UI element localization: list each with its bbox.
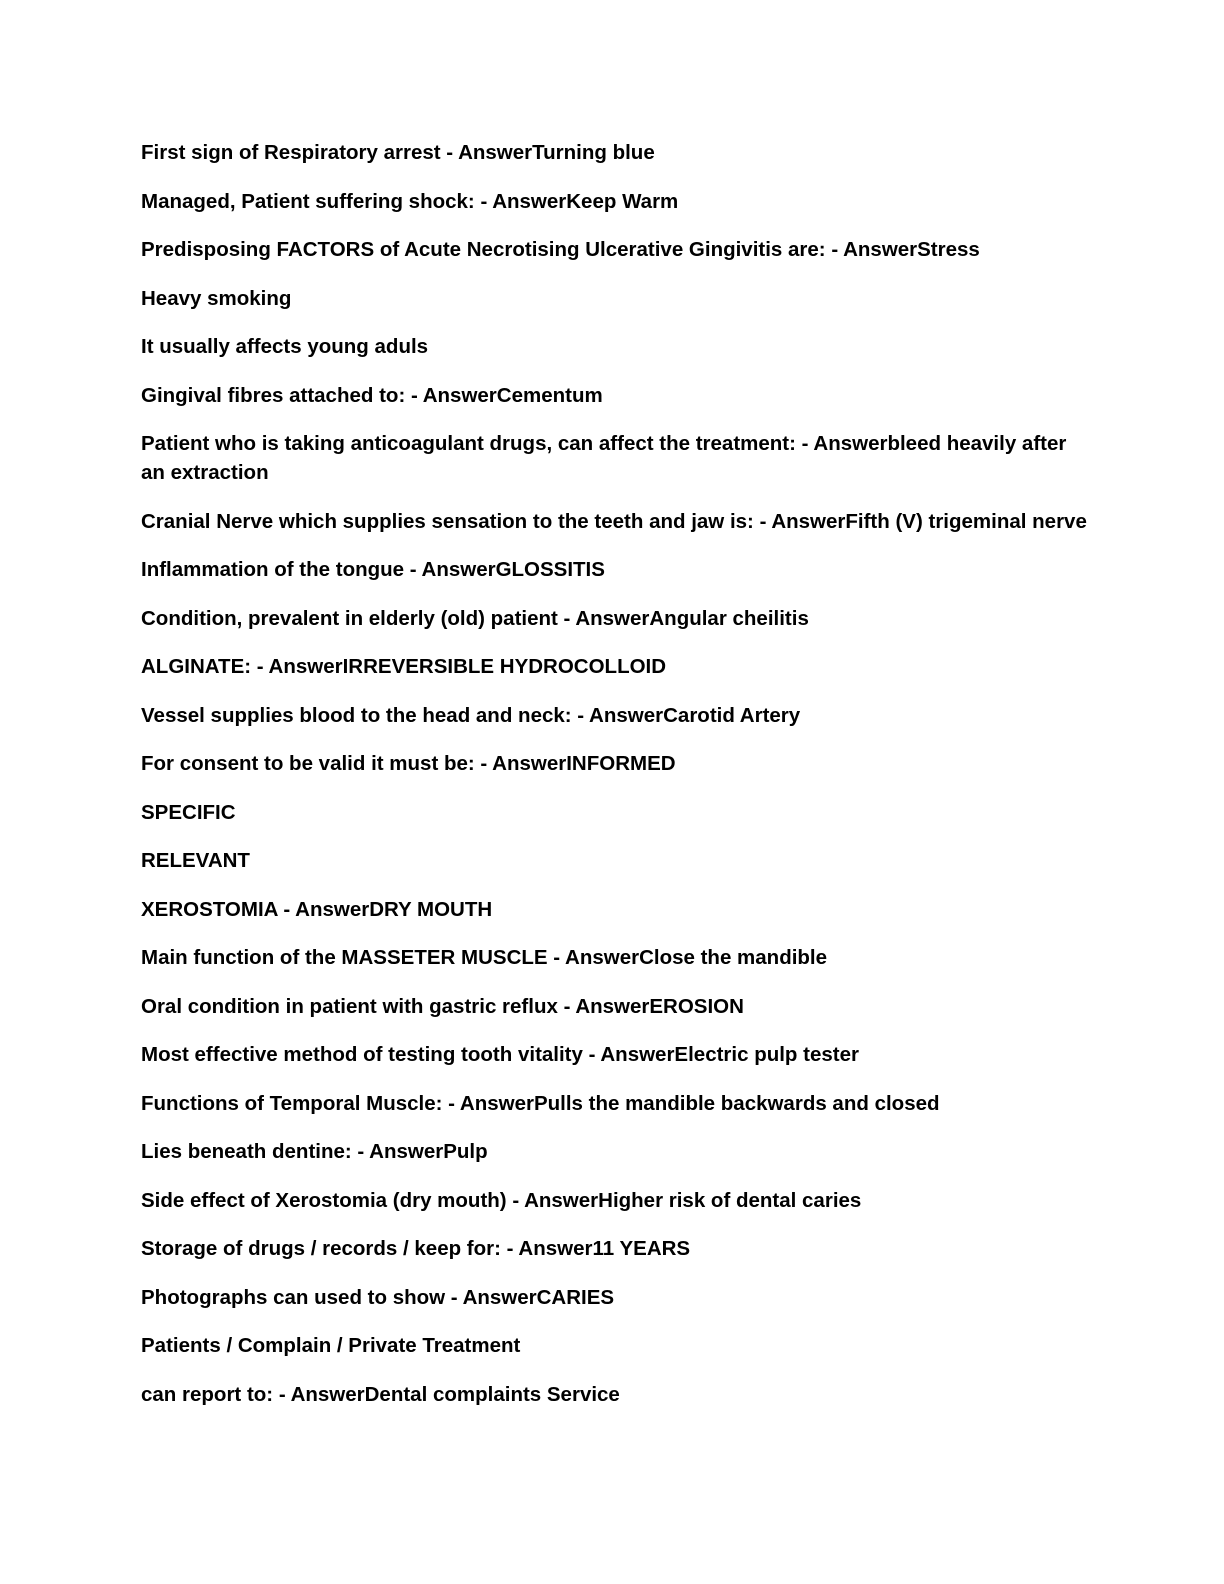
qa-line: Predisposing FACTORS of Acute Necrotising Ulcerative Gingivitis are: - AnswerStress [141, 238, 980, 261]
qa-line: Photographs can used to show - AnswerCARIES [141, 1285, 615, 1309]
qa-line: It usually affects young aduls [141, 335, 429, 358]
qa-line: Oral condition in patient with gastric reflux - AnswerEROSION [141, 994, 744, 1018]
qa-line: RELEVANT [141, 849, 250, 872]
qa-line: Main function of the MASSETER MUSCLE - AnswerClose the mandible [141, 946, 828, 969]
qa-line: SPECIFIC [141, 800, 236, 824]
qa-line: Vessel supplies blood to the head and neck: - AnswerCarotid Artery [141, 703, 801, 727]
qa-line: Side effect of Xerostomia (dry mouth) - AnswerHigher risk of dental caries [141, 1188, 862, 1212]
qa-line: Lies beneath dentine: - AnswerPulp [141, 1140, 488, 1163]
qa-line: Heavy smoking [141, 286, 292, 310]
qa-line: Condition, prevalent in elderly (old) patient - AnswerAngular cheilitis [141, 606, 809, 630]
qa-line: Storage of drugs / records / keep for: - Answer11 YEARS [141, 1237, 691, 1260]
qa-line: Managed, Patient suffering shock: - AnswerKeep Warm [141, 189, 679, 213]
document-page [141, 138, 1091, 1428]
qa-line: Cranial Nerve which supplies sensation to the teeth and jaw is: - AnswerFifth (V) trigeminal nerve [141, 509, 1087, 533]
qa-line: ALGINATE: - AnswerIRREVERSIBLE HYDROCOLLOID [141, 655, 667, 678]
qa-line: XEROSTOMIA - AnswerDRY MOUTH [141, 897, 493, 921]
qa-line: can report to: - AnswerDental complaints Service [141, 1382, 620, 1406]
qa-line: First sign of Respiratory arrest - AnswerTurning blue [141, 141, 655, 164]
qa-line: Patients / Complain / Private Treatment [141, 1334, 521, 1357]
qa-line: For consent to be valid it must be: - AnswerINFORMED [141, 752, 676, 775]
qa-line: Functions of Temporal Muscle: - AnswerPulls the mandible backwards and closed [141, 1091, 940, 1115]
qa-line: Inflammation of the tongue - AnswerGLOSSITIS [141, 558, 605, 581]
qa-line: Most effective method of testing tooth vitality - AnswerElectric pulp tester [141, 1043, 859, 1066]
qa-line: Patient who is taking anticoagulant drugs, can affect the treatment: - Answerbleed heavily after an extraction [141, 432, 1067, 484]
qa-line: Gingival fibres attached to: - AnswerCementum [141, 383, 603, 407]
